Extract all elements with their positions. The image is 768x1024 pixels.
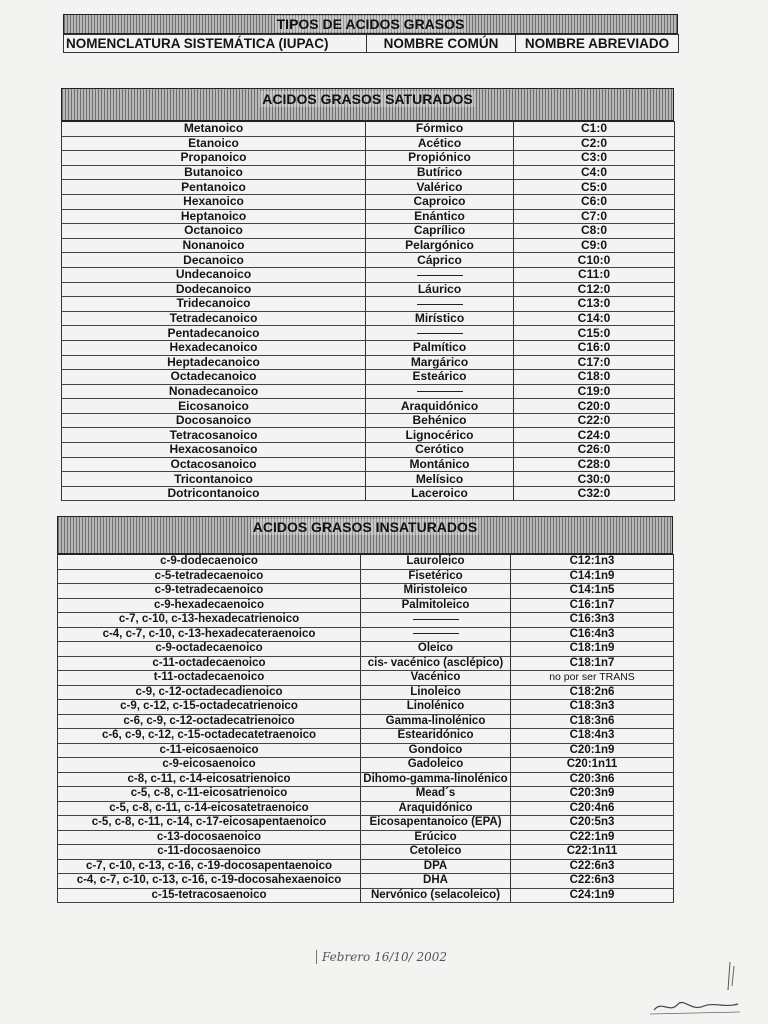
common-name-cell: Lignocérico [366, 428, 514, 443]
abbreviation-cell: C19:0 [514, 384, 675, 399]
common-name-cell [361, 627, 511, 642]
unsaturated-row [58, 642, 674, 657]
common-name-cell: Esteárico [366, 370, 514, 385]
common-name-cell: Cáprico [366, 253, 514, 268]
iupac-name-cell: c-5, c-8, c-11-eicosatrienoico [58, 787, 361, 802]
abbreviation-cell: C9:0 [514, 238, 675, 253]
common-name-cell: Estearidónico [361, 729, 511, 744]
abbreviation-cell: C14:1n9 [511, 569, 674, 584]
common-name-cell: Montánico [366, 457, 514, 472]
common-name-cell: Butírico [366, 165, 514, 180]
abbreviation-cell: C8:0 [514, 224, 675, 239]
abbreviation-cell: C22:6n3 [511, 874, 674, 889]
abbreviation-cell: C22:6n3 [511, 859, 674, 874]
common-name-cell: Laceroico [366, 486, 514, 501]
saturated-row [62, 194, 675, 209]
common-name-cell [361, 613, 511, 628]
iupac-name-cell: Pentanoico [62, 180, 366, 195]
iupac-name-cell: Tetradecanoico [62, 311, 366, 326]
unsaturated-row [58, 714, 674, 729]
iupac-name-cell: c-9-dodecaenoico [58, 555, 361, 570]
common-name-cell: Lauroleico [361, 555, 511, 570]
iupac-name-cell: c-5-tetradecaenoico [58, 569, 361, 584]
common-name-cell: Cetoleico [361, 845, 511, 860]
iupac-name-cell: Docosanoico [62, 413, 366, 428]
unsaturated-row [58, 874, 674, 889]
iupac-name-cell: c-8, c-11, c-14-eicosatrienoico [58, 772, 361, 787]
no-common-name-dash [417, 391, 463, 392]
common-name-cell: Enántico [366, 209, 514, 224]
abbreviation-cell: C4:0 [514, 165, 675, 180]
iupac-name-cell: c-9-octadecaenoico [58, 642, 361, 657]
abbreviation-cell: C18:2n6 [511, 685, 674, 700]
signature-scribble [648, 960, 744, 1018]
iupac-name-cell: c-7, c-10, c-13-hexadecatrienoico [58, 613, 361, 628]
unsaturated-row [58, 569, 674, 584]
saturated-row [62, 311, 675, 326]
saturated-row [62, 165, 675, 180]
unsaturated-row [58, 787, 674, 802]
header-common-name: NOMBRE COMÚN [367, 35, 516, 53]
unsaturated-row [58, 671, 674, 686]
no-common-name-dash [413, 619, 459, 620]
saturated-row [62, 282, 675, 297]
header-abbreviation: NOMBRE ABREVIADO [516, 35, 679, 53]
iupac-name-cell: c-11-docosaenoico [58, 845, 361, 860]
abbreviation-cell: C20:0 [514, 399, 675, 414]
iupac-name-cell: Dodecanoico [62, 282, 366, 297]
iupac-name-cell: c-13-docosaenoico [58, 830, 361, 845]
common-name-cell: Linolénico [361, 700, 511, 715]
saturated-row [62, 413, 675, 428]
common-name-cell: Erúcico [361, 830, 511, 845]
unsaturated-banner [57, 516, 673, 554]
unsaturated-row [58, 685, 674, 700]
unsaturated-row [58, 598, 674, 613]
common-name-cell: Cerótico [366, 443, 514, 458]
iupac-name-cell: c-6, c-9, c-12, c-15-octadecatetraenoico [58, 729, 361, 744]
no-common-name-dash [417, 304, 463, 305]
saturated-row [62, 326, 675, 341]
iupac-name-cell: Pentadecanoico [62, 326, 366, 341]
document-title: TIPOS DE ACIDOS GRASOS [276, 16, 465, 32]
common-name-cell: Palmítico [366, 340, 514, 355]
abbreviation-cell: C20:5n3 [511, 816, 674, 831]
saturated-row [62, 224, 675, 239]
unsaturated-row [58, 613, 674, 628]
iupac-name-cell: c-9, c-12, c-15-octadecatrienoico [58, 700, 361, 715]
abbreviation-cell: C5:0 [514, 180, 675, 195]
abbreviation-cell: C11:0 [514, 267, 675, 282]
title-banner [63, 14, 678, 34]
iupac-name-cell: Octadecanoico [62, 370, 366, 385]
iupac-name-cell: c-9-tetradecaenoico [58, 584, 361, 599]
no-common-name-dash [413, 633, 459, 634]
saturated-row [62, 238, 675, 253]
abbreviation-cell: C22:1n11 [511, 845, 674, 860]
iupac-name-cell: Butanoico [62, 165, 366, 180]
iupac-name-cell: Tetracosanoico [62, 428, 366, 443]
saturated-row [62, 428, 675, 443]
saturated-row [62, 253, 675, 268]
common-name-cell: Margárico [366, 355, 514, 370]
common-name-cell: Propiónico [366, 151, 514, 166]
abbreviation-cell: C26:0 [514, 443, 675, 458]
abbreviation-cell: C24:0 [514, 428, 675, 443]
abbreviation-cell: C3:0 [514, 151, 675, 166]
common-name-cell: DHA [361, 874, 511, 889]
abbreviation-cell: C20:1n11 [511, 758, 674, 773]
common-name-cell: Caproico [366, 194, 514, 209]
iupac-name-cell: Nonanoico [62, 238, 366, 253]
abbreviation-cell: C18:3n3 [511, 700, 674, 715]
common-name-cell [366, 267, 514, 282]
abbreviation-cell: C18:1n9 [511, 642, 674, 657]
abbreviation-cell: C20:1n9 [511, 743, 674, 758]
common-name-cell: Láurico [366, 282, 514, 297]
common-name-cell: Behénico [366, 413, 514, 428]
iupac-name-cell: Tridecanoico [62, 297, 366, 312]
common-name-cell: Vacénico [361, 671, 511, 686]
common-name-cell [366, 326, 514, 341]
common-name-cell: Miristoleico [361, 584, 511, 599]
iupac-name-cell: Dotricontanoico [62, 486, 366, 501]
iupac-name-cell: Metanoico [62, 122, 366, 137]
iupac-name-cell: c-11-octadecaenoico [58, 656, 361, 671]
common-name-cell: Acético [366, 136, 514, 151]
iupac-name-cell: c-7, c-10, c-13, c-16, c-19-docosapentaenoico [58, 859, 361, 874]
iupac-name-cell: c-5, c-8, c-11, c-14-eicosatetraenoico [58, 801, 361, 816]
common-name-cell: Araquidónico [361, 801, 511, 816]
common-name-cell: DPA [361, 859, 511, 874]
iupac-name-cell: Propanoico [62, 151, 366, 166]
unsaturated-row [58, 729, 674, 744]
abbreviation-cell: C12:1n3 [511, 555, 674, 570]
abbreviation-cell: C24:1n9 [511, 888, 674, 903]
abbreviation-cell: C18:0 [514, 370, 675, 385]
abbreviation-cell: no por ser TRANS [511, 671, 674, 686]
saturated-row [62, 180, 675, 195]
common-name-cell: Linoleico [361, 685, 511, 700]
unsaturated-row [58, 801, 674, 816]
iupac-name-cell: Octacosanoico [62, 457, 366, 472]
common-name-cell: Mead´s [361, 787, 511, 802]
saturated-row [62, 122, 675, 137]
iupac-name-cell: c-11-eicosaenoico [58, 743, 361, 758]
iupac-name-cell: Hexanoico [62, 194, 366, 209]
common-name-cell [366, 384, 514, 399]
iupac-name-cell: Eicosanoico [62, 399, 366, 414]
common-name-cell: Melísico [366, 472, 514, 487]
saturated-row [62, 151, 675, 166]
abbreviation-cell: C2:0 [514, 136, 675, 151]
common-name-cell: Pelargónico [366, 238, 514, 253]
saturated-row [62, 443, 675, 458]
abbreviation-cell: C1:0 [514, 122, 675, 137]
abbreviation-cell: C22:1n9 [511, 830, 674, 845]
iupac-name-cell: Hexacosanoico [62, 443, 366, 458]
header-iupac: NOMENCLATURA SISTEMÁTICA (IUPAC) [64, 35, 367, 53]
abbreviation-cell: C12:0 [514, 282, 675, 297]
abbreviation-cell: C16:0 [514, 340, 675, 355]
abbreviation-cell: C18:4n3 [511, 729, 674, 744]
common-name-cell: Araquidónico [366, 399, 514, 414]
unsaturated-row [58, 555, 674, 570]
saturated-row [62, 340, 675, 355]
saturated-title: ACIDOS GRASOS SATURADOS [262, 91, 473, 107]
unsaturated-table [57, 554, 674, 903]
abbreviation-cell: C22:0 [514, 413, 675, 428]
iupac-name-cell: c-4, c-7, c-10, c-13-hexadecateraenoico [58, 627, 361, 642]
saturated-row [62, 355, 675, 370]
abbreviation-cell: C20:4n6 [511, 801, 674, 816]
abbreviation-cell: C10:0 [514, 253, 675, 268]
common-name-cell [366, 297, 514, 312]
common-name-cell: Valérico [366, 180, 514, 195]
saturated-row [62, 267, 675, 282]
abbreviation-cell: C28:0 [514, 457, 675, 472]
common-name-cell: Caprílico [366, 224, 514, 239]
common-name-cell: Gamma-linolénico [361, 714, 511, 729]
unsaturated-row [58, 816, 674, 831]
iupac-name-cell: Octanoico [62, 224, 366, 239]
common-name-cell: cis- vacénico (asclépico) [361, 656, 511, 671]
abbreviation-cell: C20:3n9 [511, 787, 674, 802]
common-name-cell: Palmitoleico [361, 598, 511, 613]
common-name-cell: Nervónico (selacoleico) [361, 888, 511, 903]
unsaturated-row [58, 656, 674, 671]
handwritten-date-note: Febrero 16/10/ 2002 [322, 950, 448, 964]
abbreviation-cell: C14:0 [514, 311, 675, 326]
unsaturated-row [58, 627, 674, 642]
common-name-cell: Dihomo-gamma-linolénico [361, 772, 511, 787]
unsaturated-row [58, 584, 674, 599]
abbreviation-cell: C20:3n6 [511, 772, 674, 787]
saturated-banner [61, 88, 674, 121]
unsaturated-row [58, 830, 674, 845]
saturated-row [62, 384, 675, 399]
iupac-name-cell: c-4, c-7, c-10, c-13, c-16, c-19-docosahexaenoico [58, 874, 361, 889]
abbreviation-cell: C16:4n3 [511, 627, 674, 642]
common-name-cell: Gadoleico [361, 758, 511, 773]
iupac-name-cell: Tricontanoico [62, 472, 366, 487]
abbreviation-cell: C6:0 [514, 194, 675, 209]
iupac-name-cell: c-9-eicosaenoico [58, 758, 361, 773]
saturated-row [62, 457, 675, 472]
common-name-cell: Fisetérico [361, 569, 511, 584]
common-name-cell: Mirístico [366, 311, 514, 326]
abbreviation-cell: C16:1n7 [511, 598, 674, 613]
iupac-name-cell: Undecanoico [62, 267, 366, 282]
abbreviation-cell: C14:1n5 [511, 584, 674, 599]
iupac-name-cell: Heptadecanoico [62, 355, 366, 370]
saturated-row [62, 472, 675, 487]
iupac-name-cell: Nonadecanoico [62, 384, 366, 399]
iupac-name-cell: t-11-octadecaenoico [58, 671, 361, 686]
iupac-name-cell: c-9, c-12-octadecadienoico [58, 685, 361, 700]
abbreviation-cell: C18:1n7 [511, 656, 674, 671]
saturated-row [62, 399, 675, 414]
iupac-name-cell: Hexadecanoico [62, 340, 366, 355]
column-header-table [63, 34, 679, 53]
iupac-name-cell: c-5, c-8, c-11, c-14, c-17-eicosapentaenoico [58, 816, 361, 831]
saturated-row [62, 136, 675, 151]
abbreviation-cell: C17:0 [514, 355, 675, 370]
abbreviation-cell: C13:0 [514, 297, 675, 312]
abbreviation-cell: C30:0 [514, 472, 675, 487]
unsaturated-row [58, 859, 674, 874]
common-name-cell: Oleico [361, 642, 511, 657]
no-common-name-dash [417, 275, 463, 276]
saturated-row [62, 209, 675, 224]
iupac-name-cell: c-9-hexadecaenoico [58, 598, 361, 613]
iupac-name-cell: c-6, c-9, c-12-octadecatrienoico [58, 714, 361, 729]
unsaturated-row [58, 845, 674, 860]
column-header-row [64, 35, 679, 53]
saturated-row [62, 297, 675, 312]
iupac-name-cell: Etanoico [62, 136, 366, 151]
iupac-name-cell: c-15-tetracosaenoico [58, 888, 361, 903]
footer-tick-mark [316, 950, 317, 964]
iupac-name-cell: Heptanoico [62, 209, 366, 224]
abbreviation-cell: C32:0 [514, 486, 675, 501]
unsaturated-row [58, 772, 674, 787]
abbreviation-cell: C16:3n3 [511, 613, 674, 628]
abbreviation-cell: C7:0 [514, 209, 675, 224]
no-common-name-dash [417, 333, 463, 334]
saturated-row [62, 486, 675, 501]
common-name-cell: Fórmico [366, 122, 514, 137]
abbreviation-cell: C15:0 [514, 326, 675, 341]
saturated-table [61, 121, 675, 501]
unsaturated-row [58, 758, 674, 773]
saturated-row [62, 370, 675, 385]
common-name-cell: Gondoico [361, 743, 511, 758]
iupac-name-cell: Decanoico [62, 253, 366, 268]
unsaturated-title: ACIDOS GRASOS INSATURADOS [252, 519, 478, 535]
common-name-cell: Eicosapentanoico (EPA) [361, 816, 511, 831]
unsaturated-row [58, 700, 674, 715]
unsaturated-row [58, 888, 674, 903]
abbreviation-cell: C18:3n6 [511, 714, 674, 729]
unsaturated-row [58, 743, 674, 758]
